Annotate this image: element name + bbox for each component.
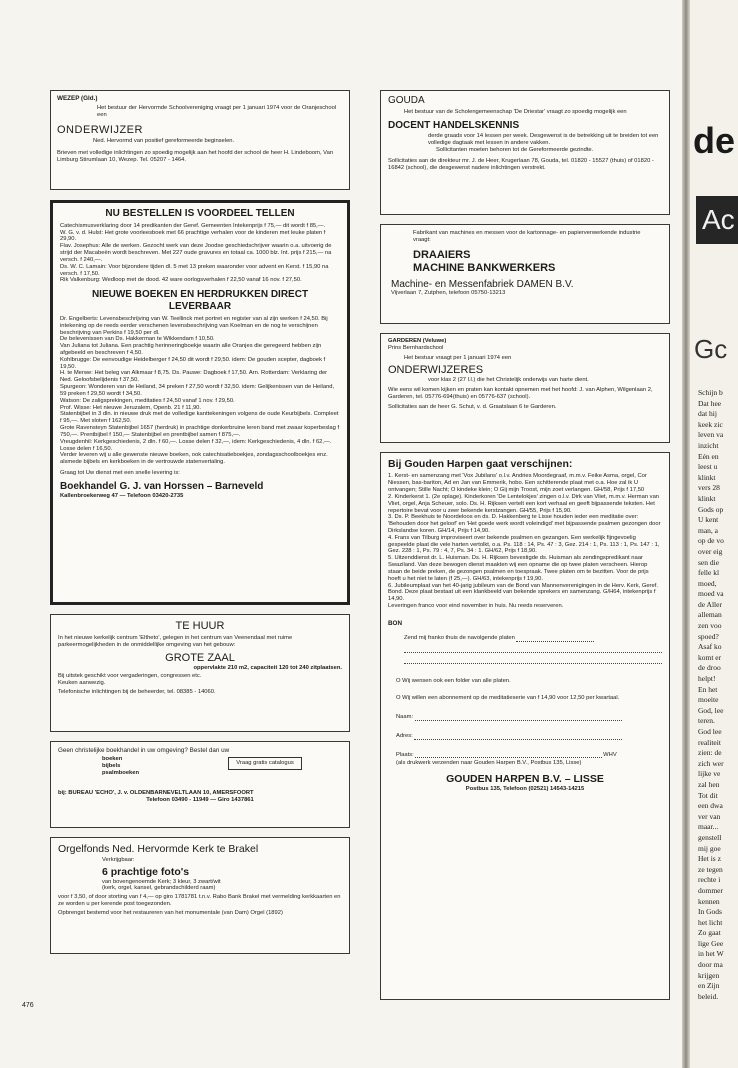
hall-name: GROTE ZAAL [165, 651, 235, 664]
article-line: moeite [698, 695, 719, 705]
record-item: 3. Ds. P. Beekhuis te Noordeloos en ds. D. Hakkenberg te Lisse houden ieder een meditatie over: 'Behouden door het geloof' en 'Het goede werk wordt voleindigd' met bijpassende psalmen gezongen door Dirkslandse koren. GH/14, Prijs f 14,90. [388, 514, 661, 534]
article-line: en Zijn [698, 981, 720, 991]
page-number: 476 [22, 1002, 34, 1009]
article-line: alleman [698, 610, 722, 620]
city-label: Plaats: [396, 751, 414, 758]
article-line: In Gods [698, 907, 722, 917]
order-note: Graag tot Uw dienst met een snelle levering is: [60, 470, 180, 477]
article-line: Schijn b [698, 388, 723, 397]
article-line: in het W [698, 949, 724, 959]
record-item: 4. Frans van Tilburg improviseert over bekende psalmen en gezangen. Een werkelijk fijngevoelig gespeelde plaat die vele harten vertolkt, o.a. Ps. 118 : 14, Ps. 47 : 3, Gez. 214 : 1, Ps. 113 : 1, Ps. 147 : 1, Gez. 228 : 1, Ps. 79 : 4, 7, Ps. 34 : 1. GH/62, Prijs f 18,90. [388, 534, 660, 555]
article-line: dat hij [698, 409, 717, 419]
ad-sub: voor klas 2 (27 l.l.) die het Christelijk onderwijs van harte dient. [428, 377, 589, 384]
article-line: klinkt [698, 493, 716, 503]
ad-school: Prins Bernhardschool [388, 344, 444, 351]
option-subscription[interactable]: O Wij willen een abonnement op de meditatieserie van f 14,90 voor 12,50 per kwartaal. [396, 695, 620, 702]
article-line: een dwa [698, 801, 723, 811]
article-line: over eig [698, 546, 723, 556]
article-line: kennen [698, 896, 720, 906]
shop-name: Boekhandel G. J. van Horssen – Barneveld [60, 480, 264, 492]
ad-orgelfonds-brakel [50, 837, 350, 954]
ad-body: Keuken aanwezig. [58, 680, 106, 687]
article-line: lijke ve [698, 769, 721, 779]
ad-title: ONDERWIJZERES [388, 364, 484, 377]
ad-body: Bij uitstek geschikt voor vergaderingen, congressen etc. [58, 673, 202, 680]
order-lines [404, 652, 662, 674]
section-banner-text: Ac [702, 204, 735, 235]
ad-body: Brieven met volledige inlichtingen zo spoedig mogelijk aan het hoofd der school de heer H. Lindeboom, Van Limburg Stirumlaan 10, Wezep. Tel. 05207 - 1464. [57, 149, 334, 163]
order-line-label: Zend mij franko thuis de navolgende platen [404, 635, 515, 642]
article-line: felle kl [698, 568, 720, 578]
name-input[interactable] [415, 720, 622, 721]
article-line: zen voo [698, 621, 722, 631]
article-line: U kent [698, 515, 719, 525]
article-line: God lee [698, 727, 722, 736]
article-line: Zo gaat [698, 928, 721, 938]
option-folder[interactable]: O Wij wensen ook een folder van alle platen. [396, 678, 511, 685]
article-line: spoed? [698, 631, 719, 641]
book-item: Prof. Wisse: Het nieuwe Jeruzalem, Openb. 21 f 11,90. [60, 404, 202, 411]
article-line: zich wer [698, 758, 724, 768]
ad-intro: Het bestuur der Hervormde Schoolvereniging vraagt per 1 januari 1974 voor de Oranjeschool een [97, 105, 337, 119]
ad-title: Bij Gouden Harpen gaat verschijnen: [388, 458, 573, 470]
catalog-badge-text: Vraag gratis catalogus [236, 760, 294, 767]
article-line: rechte i [698, 875, 721, 885]
article-line: keek zic [698, 419, 723, 429]
ad-footer: Opbrengst bestemd voor het restaureren van het monumentale (van Dam) Orgel (1892) [58, 909, 283, 916]
ad-wezep [50, 90, 350, 190]
ad-headline: Geen christelijke boekhandel in uw omgeving? Bestel dan uw [58, 747, 230, 754]
article-line: zal hen [698, 779, 720, 789]
book-item: Dr. Engelberts: Levensbeschrijving van W. Teellinck met portret en register van al zijn werken f 24,50. Bij intekening op de reeds eerder verschenen levensbeschrijving van Koelman en de nog te verschijnen beschrijving van Perkins f 19,50 per dl. [60, 315, 328, 336]
ad-bureau-echo [50, 741, 350, 828]
address-label: Adres: [396, 732, 413, 739]
page-gutter [682, 0, 690, 1068]
article-line: man, a [698, 525, 718, 535]
ad-title: NIEUWE BOEKEN EN HERDRUKKEN DIRECT LEVERBAAR [91, 289, 309, 313]
echo-item: bijbels [102, 763, 121, 770]
coupon-code: WHV [603, 751, 617, 758]
book-item: Rik Valkenburg: Wedloop met de dood. 42 ware oorlogsverhalen f 22,50 vanaf 16 nov. f 27,50. [60, 277, 302, 284]
article-line: Gods op [698, 504, 724, 514]
article-line: Het is z [698, 854, 721, 864]
record-item: 6. Jubileumplaat van het 40-jarig jubileum van de Bond van Mannenverenigingen in de Herv. Kerk, Geref. Bond. Deze plaat bestaat uit een klankbeeld van bekende sprekers en samenzang. G/H64, intekenprijs f 14,90. [388, 582, 658, 603]
ad-intro: Het bestuur van de Scholengemeenschap 'De Driestar' vraagt zo spoedig mogelijk een [404, 108, 627, 115]
article-line: mij goe [698, 843, 721, 853]
article-line: de droo [698, 663, 721, 673]
ad-body: Telefonische inlichtingen bij de beheerder, tel. 08385 - 14060. [58, 689, 216, 696]
ad-title: Orgelfonds Ned. Hervormde Kerk te Brakel [58, 843, 259, 855]
ad-boekhandel-horssen [50, 200, 350, 605]
ad-address: bij: BUREAU 'ECHO', J. v. OLDENBARNEVELTLAAN 10, AMERSFOORT [58, 790, 254, 797]
article-line: Dat hee [698, 398, 722, 408]
ad-damen [380, 224, 670, 324]
ad-location: WEZEP (Gld.) [57, 95, 98, 102]
article-line: God, lee [698, 705, 724, 715]
article-line: inzicht [698, 440, 719, 450]
article-line: realiteit [698, 737, 721, 747]
article-line: klinkt [698, 472, 716, 482]
record-item: 1. Kerst- en samenzang met 'Vox Jubilans' o.l.v. Andries Moordegraaf, m.m.v. Feike Asma, orgel, Cor Niessen, bas-bariton, Ad en Jan van Emmerik, hobo. Een schitterende plaat met o.a. Hoe zal ik U ontvangen; Stille Nacht; O kindeke klein; O Gij mijn Troost, mijn zoet verlangen. GH/58, Prijs f 17,50 [388, 473, 647, 494]
ad-gouda [380, 90, 670, 215]
article-line: vers 28 [698, 483, 720, 493]
ad-sub: Ned. Hervormd van positief gereformeerde beginselen. [93, 138, 235, 145]
book-item: Watson: De zaligsprekingen, meditaties f 24,50 vanaf 1 nov. f 29,50. [60, 397, 235, 404]
ad-phone: Telefoon 03490 - 11949 — Giro 1437861 [146, 797, 254, 804]
article-heading: Gc [694, 334, 728, 364]
article-line: leven va [698, 430, 724, 440]
book-item: De belevenissen van Ds. Hakkerman te Wikkendam f 10,50. [60, 336, 215, 343]
ad-desc: van bovengenoemde Kerk; 3 kleur, 3 zwart/wit [102, 878, 221, 885]
delivery-note: Leveringen franco voor eind november in huis. Nu reeds reserveren. [388, 603, 564, 610]
ad-body: derde graads voor 14 lessen per week. Desgewenst is de betrekking uit te breiden tot een volledige dagtaak met lessen in andere vakken. [428, 133, 659, 147]
book-item: Flav. Josephus: Alle de werken. Gezocht werk van deze Joodse geschiedschrijver waarin o.a. uitvoerig de strijd der Macabeën wordt beschreven. Met 227 oude gravures en totaal ca. 1000 blz. Int. prijs f 215,— na versch. f 240,—. [60, 243, 332, 263]
article-line: ver van [698, 811, 721, 821]
section-banner [696, 196, 738, 244]
book-item: Spurgeon: Wonderen van de Heiland, 34 preken f 27,50 wordt f 32,50. idem: Gelijkenissen van de Heiland, 59 preken f 29,50 wordt f 34,50. [60, 384, 335, 397]
book-item: Statenbijbel in 3 dln. in nieuwe druk met de volledige kanttekeningen volgens de oude Keurbijbels. Compleet f 95,—. Met sloten f 162,50. [60, 411, 339, 425]
ad-garderen [380, 333, 670, 443]
record-item: 5. Uitzenddienst dr. L. Huisman. Ds. H. Rijksen bevestigde ds. Huisman als zendingspredikant naar Swaziland. Van deze bewogen dienst maakten wij een opname die op twee platen verscheen. Hierop staan de beide preken, de gezongen psalmen en toespraak. Twee platen om te bezitten. Voor de prijs hoeft u het niet te laten (f 25,—). GH/63, intekenprijs f 19,90. [388, 555, 649, 582]
ad-location: GOUDA [388, 95, 425, 106]
order-line-field[interactable] [404, 652, 662, 663]
article-line: ze tegen [698, 864, 723, 874]
ad-title: ONDERWIJZER [57, 124, 143, 137]
name-label: Naam: [396, 713, 414, 720]
book-item: Grote Ravensteyn Statenbijbel 1657 (herdruk) in prachtige donkerbruine leren band met zwaar koperbeslag f 750,—. Prentbijbel f 150,— Statenbijbel en prentbijbel samen f 875,—. [60, 425, 340, 438]
bon-label: BON [388, 619, 402, 627]
record-item: 2. Kinderkerst 1. (2e oplage). Kinderkoren 'De Lentelokjes' zingen o.l.v. Dirk van Vliet, m.m.v. Herman van Vliet, orgel, Anja Scheuer, solo. Ds. H. Rijksen vertelt een kort verhaal en geeft bijpassende teksten. Het repertoire bevat voor u zeer bekende kerstzangen. GH/55, Prijs f 15,90. [388, 493, 660, 514]
ad-title: DOCENT HANDELSKENNIS [388, 119, 520, 131]
book-item: Vreugdenhil: Kerkgeschiedenis, 2 dln. f 60,—. Losse delen f 32,—, idem: Kerkgeschiedenis, 4 dln. f 62,—. Losse delen f 16,50. [60, 438, 332, 452]
article-line: moed, [698, 578, 717, 588]
article-line: leest u [698, 462, 718, 472]
article-line: Tot dit [698, 790, 718, 800]
company-name: Machine- en Messenfabriek DAMEN B.V. [391, 278, 574, 290]
magazine-page-right [690, 0, 738, 1068]
order-line [388, 635, 662, 642]
article-line: door ma [698, 960, 723, 970]
article-line: de Aller [698, 599, 722, 609]
article-line: zien: de [698, 748, 722, 758]
ad-intro: Fabrikant van machines en messen voor de kartonnage- en papierverwerkende industrie vraagt: [413, 230, 641, 243]
article-line: lige Gee [698, 938, 724, 948]
book-item: Ds. W. C. Lamain: Voor bijzondere tijden dl. 5 met 13 preken waaronder voor advent en Kerst. f 15,90 na versch. f 17,50. [60, 263, 329, 277]
ad-body: voor f 3,50, of door storting van f 4,— op giro 1781781 t.n.v. Rabo Bank Brakel met vermelding kerkkaarten en ze worden u per kerende post toegezonden. [58, 894, 341, 908]
envelope-note: (als drukwerk verzenden naar Gouden Harpen B.V., Postbus 135, Lisse) [396, 760, 582, 767]
book-item: W. G. v. d. Hulst: Het grote voorleesboek met 66 prachtige verhalen voor de kinderen met leuke platen f 29,90. [60, 229, 326, 243]
company-contact: Postbus 135, Telefoon (02521) 14543-14215 [465, 785, 585, 792]
name-field [388, 714, 662, 721]
book-item: Van Juliana tot Juliana. Een prachtig herinneringboekje waarin alle Oranjes die geregeerd hebben zijn afgebeeld en beschreven f 4,50. [60, 343, 322, 356]
book-item: Kohlbrugge: De eenvoudige Heidelberger f 24,50 dit wordt f 29,50. idem: De gouden scepter, dagboek f 19,50. [60, 356, 326, 370]
article-line: genstell [698, 832, 722, 842]
ad-location: GARDEREN (Veluwe) [388, 338, 447, 344]
ad-te-huur [50, 614, 350, 732]
article-line: moed va [698, 589, 724, 599]
article-line: sen die [698, 557, 720, 567]
article-line: teren. [698, 716, 715, 726]
company-address: Vijverlaan 7, Zutphen, telefoon 05750-13213 [391, 290, 506, 297]
article-line: helpt! [698, 674, 716, 684]
ad-footer: Sollicitaties aan de direkteur mr. J. de Heer, Krugerlaan 78, Gouda, tel. 01820 - 15527 (thuis) of 01820 - 16842 (school), die desgewenst nadere inlichtingen verstrekt. [388, 157, 654, 171]
article-line: op de vo [698, 536, 724, 546]
article-text [698, 388, 724, 1002]
ad-item: 6 prachtige foto's [102, 866, 190, 879]
echo-item: psalmboeken [102, 770, 140, 777]
article-line: komt er [698, 652, 722, 662]
company-name: GOUDEN HARPEN B.V. – LISSE [446, 773, 604, 786]
address-input[interactable] [414, 739, 621, 740]
echo-item: boeken [102, 756, 123, 763]
shop-address: Kallenbroekerweg 47 — Telefoon 03420-2735 [60, 492, 184, 499]
book-item: Verder leveren wij u alle gewenste nieuwe boeken, ook catechisatieboekjes, zondagsschoolboekjes enz. alsmede bijbels en kerkboeken in de vertrouwde statenvertaling. [60, 452, 328, 466]
ad-desc: (kerk, orgel, kansel, gebrandschilderd raam) [102, 885, 216, 892]
article-line: krijgen [698, 970, 720, 980]
article-line: En het [698, 684, 718, 694]
book-item: H. te Merwe: Het beleg van Alkmaar f 8,75. Ds. Pauwe: Dagboek f 17,50. Arn. Rotterdam: Verklaring der Ned. Geloofsbelijdenis f 37,50. [60, 370, 328, 384]
hall-specs: oppervlakte 210 m2, capaciteit 120 tot 240 zitplaatsen. [193, 664, 342, 671]
article-line: Eén en [698, 451, 719, 461]
article-line: beleid. [698, 991, 719, 1001]
ad-body: Sollicitanten moeten behoren tot de Gereformeerde gezindte. [436, 147, 594, 154]
ad-intro: Het bestuur vraagt per 1 januari 1974 een [404, 354, 512, 361]
masthead-logo: de [693, 120, 736, 161]
catalog-badge [228, 757, 302, 770]
city-input[interactable] [415, 757, 601, 758]
ad-intro: In het nieuwe kerkelijk centrum 'Eltheto', gelegen in het centrum van Veenendaal met ruime parkeermogelijkheden in de onmiddellijke omgeving van het gebouw: [58, 634, 293, 648]
ad-title: DRAAIERS [413, 248, 471, 261]
order-line-field[interactable] [516, 641, 593, 642]
ad-title: TE HUUR [175, 620, 225, 632]
ad-gouden-harpen [380, 452, 670, 1000]
ad-title: MACHINE BANKWERKERS [413, 261, 556, 274]
ad-title: NU BESTELLEN IS VOORDEEL TELLEN [105, 208, 295, 219]
ad-body: Wie eens wil komen kijken en praten kan kontakt opnemen met het hoofd: J. van Alphen, Wilgenlaan 2, Garderen, tel. 05776-694(thuis) en 05776-637 (school). [388, 387, 653, 401]
order-line-field[interactable] [404, 663, 662, 674]
article-line: het licht [698, 917, 723, 927]
ad-footer: Sollicitaties aan de heer G. Schut, v. d. Graatslaan 6 te Garderen. [388, 403, 557, 410]
article-line: dommer [698, 885, 723, 895]
book-item: Catechismusverklaring door 14 predikanten der Geref. Gemeenten Intekenprijs f 75,— dit wordt f 85,—. [60, 222, 326, 229]
article-line: Asaf ko [698, 642, 722, 652]
address-field [388, 733, 662, 740]
article-line: maar... [698, 822, 719, 832]
ad-sub: Verkrijgbaar: [102, 857, 135, 864]
city-field [388, 752, 662, 759]
